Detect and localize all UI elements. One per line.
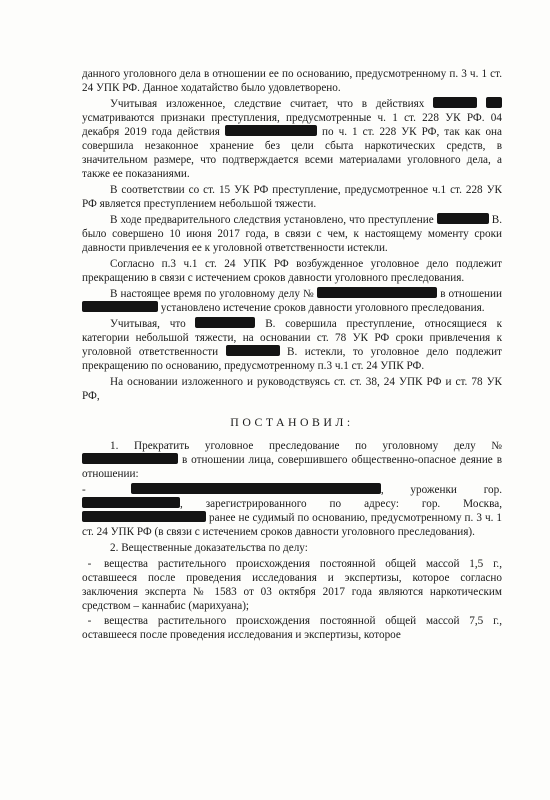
redaction-bar <box>195 317 255 328</box>
paragraph-4: В ходе предварительного следствия установлено, что преступление В. было совершено 10 июня 2017 года, в связи с чем, к настоящему моменту сроки давности привлечения ее к уголовной ответственности истекли. <box>82 214 503 254</box>
decision-item-1: 1. Прекратить уголовное преследование по уголовному делу № в отношении лица, совершившего общественно-опасное деяние в отношении: <box>82 440 502 480</box>
evidence-item-2: - вещества растительного происхождения постоянной общей массой 7,5 г., оставшееся после проведения исследования и экспертизы, которое <box>82 615 502 641</box>
redaction-bar <box>226 345 280 356</box>
redaction-bar <box>82 301 158 312</box>
redaction-bar <box>433 97 477 108</box>
evidence-item-1: - вещества растительного происхождения постоянной общей массой 1,5 г., оставшееся после проведения исследования и экспертизы, которое согласно заключения эксперта № 1583 от 03 октября 2017 года являются наркотическим средством – каннабис (марихуана); <box>82 558 502 612</box>
paragraph-8: На основании изложенного и руководствуясь ст. ст. 38, 24 УПК РФ и ст. 78 УК РФ, <box>82 376 502 402</box>
decision-item-2: 2. Вещественные доказательства по делу: <box>110 542 308 554</box>
paragraph-3: В соответствии со ст. 15 УК РФ преступление, предусмотренное ч.1 ст. 228 УК РФ является преступлением небольшой тяжести. <box>82 184 502 210</box>
paragraph-5: Согласно п.3 ч.1 ст. 24 УПК РФ возбужденное уголовное дело подлежит прекращению в связи с истечением сроков давности уголовного преследования. <box>82 258 502 284</box>
redaction-bar <box>225 125 317 136</box>
redaction-bar <box>82 497 180 508</box>
redaction-bar <box>486 97 502 108</box>
paragraph-6: В настоящее время по уголовному делу № в отношении установлено истечение сроков давности уголовного преследования. <box>82 287 502 315</box>
paragraph-7: Учитывая, что В. совершила преступление, относящиеся к категории небольшой тяжести, на основании ст. 78 УК РФ сроки привлечения к уголовной ответственности В. истекли, то уголовное дело подлежит прекращению по основанию, предусмотренному п.3 ч.1 ст. 24 УПК РФ. <box>82 318 503 372</box>
redaction-bar <box>82 511 206 522</box>
decision-item-1-person: - , уроженки гор. , зарегистрированного по адресу: гор. Москва, ранее не судимый по основанию, предусмотренному п. 3 ч. 1 ст. 24 УПК РФ (в связи с истечением сроков давности уголовного преследования). <box>82 484 503 538</box>
redaction-bar <box>437 213 489 224</box>
resolution-heading: ПОСТАНОВИЛ: <box>230 415 354 429</box>
redaction-bar <box>82 453 178 464</box>
case-number-redaction <box>317 287 437 298</box>
document-body <box>82 67 502 643</box>
paragraph-2: Учитывая изложенное, следствие считает, что в действиях усматриваются признаки преступления, предусмотренные ч. 1 ст. 228 УК РФ. 04 декабря 2019 года действия по ч. 1 ст. 228 УК РФ, так как она совершила незаконное хранение без цели сбыта наркотических средств, в значительном размере, что подтверждается всеми материалами уголовного дела, а также ее показаниями. <box>82 98 503 180</box>
paragraph-1: данного уголовного дела в отношении ее по основанию, предусмотренному п. 3 ч. 1 ст. 24 УПК РФ. Данное ходатайство было удовлетворено. <box>82 68 502 94</box>
redaction-bar <box>131 483 381 494</box>
